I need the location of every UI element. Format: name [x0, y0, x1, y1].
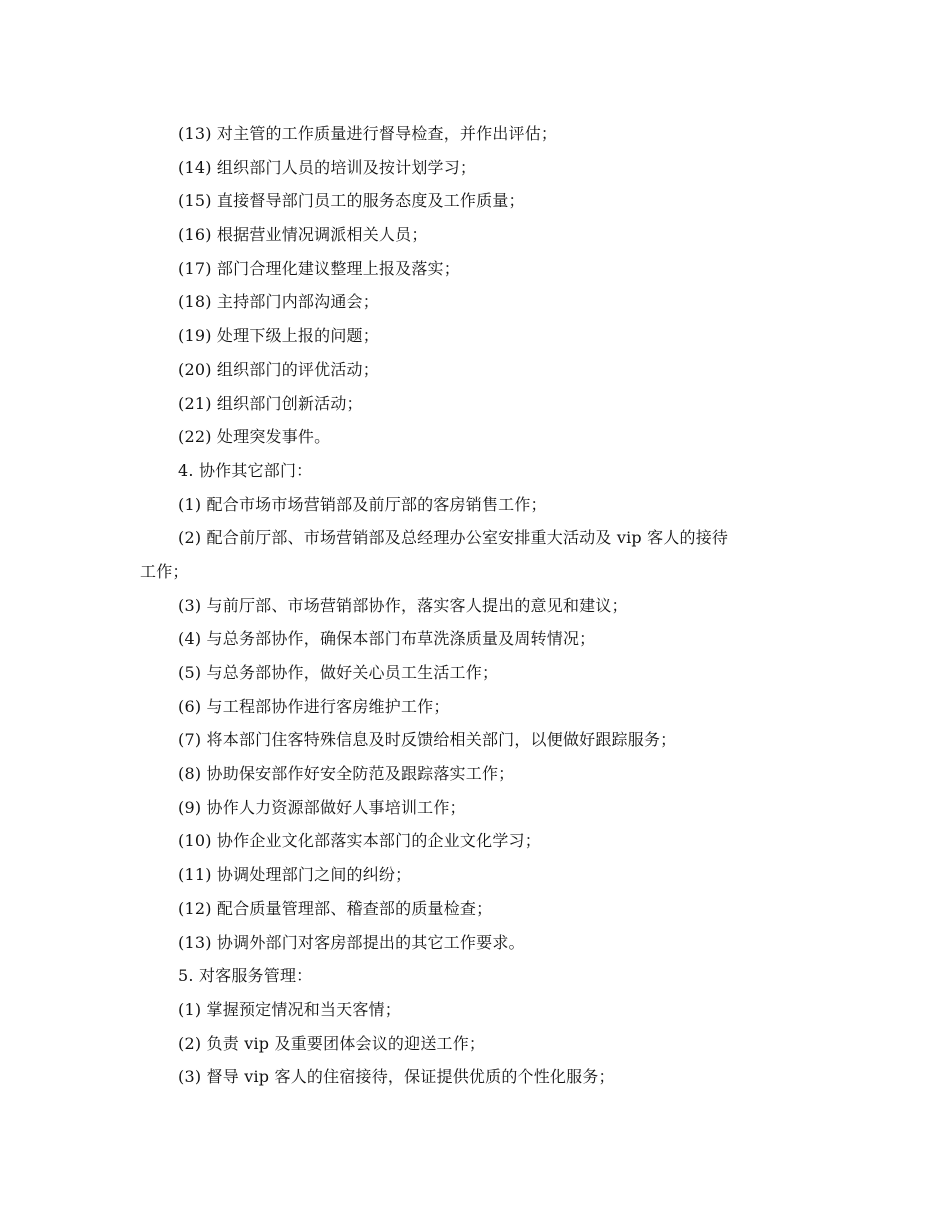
section-heading: 4. 协作其它部门：	[178, 460, 313, 480]
list-item: (13) 对主管的工作质量进行督导检查，并作出评估；	[178, 124, 558, 143]
list-item: (3) 与前厅部、市场营销部协作，落实客人提出的意见和建议；	[178, 595, 628, 615]
list-item: (4) 与总务部协作，确保本部门布草洗涤质量及周转情况；	[178, 629, 596, 649]
list-item: (12) 配合质量管理部、稽查部的质量检查；	[178, 898, 493, 918]
list-item: (15) 直接督导部门员工的服务态度及工作质量；	[178, 191, 525, 211]
document-body	[140, 117, 820, 1094]
list-item: (18) 主持部门内部沟通会；	[178, 292, 379, 312]
list-item: (17) 部门合理化建议整理上报及落实；	[178, 258, 460, 278]
list-item-continuation: 工作；	[140, 561, 189, 581]
list-item: (9) 协作人力资源部做好人事培训工作；	[178, 797, 466, 817]
list-item: (2) 负责 vip 及重要团体会议的迎送工作；	[178, 1033, 486, 1053]
list-item: (1) 配合市场市场营销部及前厅部的客房销售工作；	[178, 494, 547, 514]
list-item: (10) 协作企业文化部落实本部门的企业文化学习；	[178, 831, 541, 851]
list-item: (21) 组织部门创新活动；	[178, 393, 363, 413]
list-item: (13) 协调外部门对客房部提出的其它工作要求。	[178, 932, 525, 952]
list-item: (3) 督导 vip 客人的住宿接待，保证提供优质的个性化服务；	[178, 1067, 615, 1087]
list-item: (16) 根据营业情况调派相关人员；	[178, 225, 428, 245]
list-item: (11) 协调处理部门之间的纠纷；	[178, 865, 412, 885]
list-item: (6) 与工程部协作进行客房维护工作；	[178, 696, 450, 716]
list-item: (19) 处理下级上报的问题；	[178, 326, 379, 346]
list-item: (8) 协助保安部作好安全防范及跟踪落实工作；	[178, 764, 515, 784]
list-item: (20) 组织部门的评优活动；	[178, 359, 379, 379]
list-item: (2) 配合前厅部、市场营销部及总经理办公室安排重大活动及 vip 客人的接待	[178, 528, 729, 548]
list-item: (22) 处理突发事件。	[178, 427, 331, 447]
list-item: (5) 与总务部协作，做好关心员工生活工作；	[178, 663, 499, 682]
section-heading: 5. 对客服务管理：	[178, 966, 313, 986]
list-item: (1) 掌握预定情况和当天客情；	[178, 999, 401, 1019]
list-item: (7) 将本部门住客特殊信息及时反馈给相关部门，以便做好跟踪服务；	[178, 730, 677, 750]
list-item: (14) 组织部门人员的培训及按计划学习；	[178, 157, 477, 177]
